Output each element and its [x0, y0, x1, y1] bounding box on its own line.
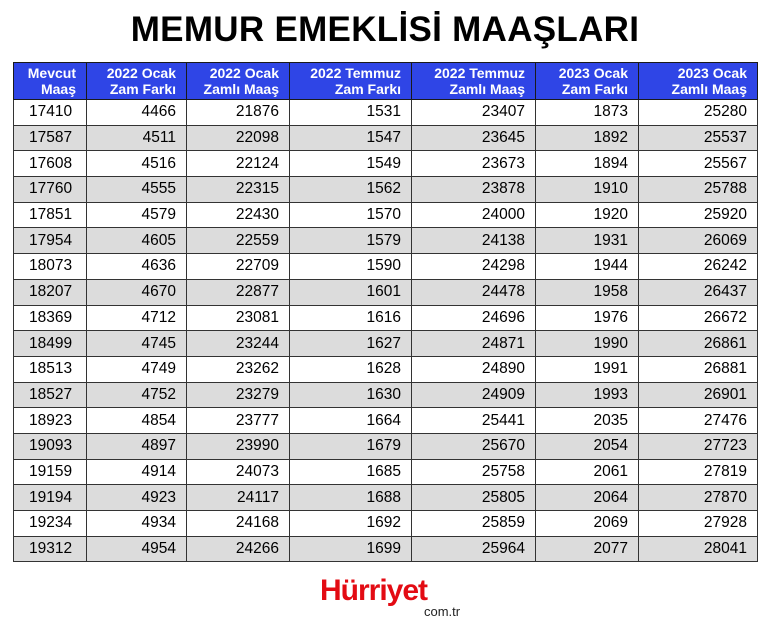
table-cell: 1562: [290, 177, 412, 203]
table-cell: 23878: [412, 177, 536, 203]
table-cell: 21876: [187, 100, 290, 126]
table-row: [14, 279, 758, 305]
table-cell: 4854: [87, 408, 187, 434]
table-cell: 2035: [536, 408, 639, 434]
column-header-line: Zamlı Maaş: [203, 81, 279, 97]
table-cell: 27870: [639, 485, 758, 511]
table-row: [14, 151, 758, 177]
table-cell: 1679: [290, 433, 412, 459]
table-cell: 25805: [412, 485, 536, 511]
table-cell: 23262: [187, 356, 290, 382]
table-cell: 18923: [14, 408, 87, 434]
table-cell: 1958: [536, 279, 639, 305]
table-cell: 1579: [290, 228, 412, 254]
column-header: [639, 63, 758, 100]
table-cell: 1688: [290, 485, 412, 511]
table-cell: 4954: [87, 536, 187, 562]
column-header-line: Zam Farkı: [109, 81, 176, 97]
table-cell: 27819: [639, 459, 758, 485]
table-cell: 19194: [14, 485, 87, 511]
table-cell: 4466: [87, 100, 187, 126]
table-cell: 23081: [187, 305, 290, 331]
table-cell: 2064: [536, 485, 639, 511]
table-cell: 4749: [87, 356, 187, 382]
table-cell: 26672: [639, 305, 758, 331]
table-cell: 23645: [412, 125, 536, 151]
table-row: [14, 100, 758, 126]
table-cell: 24266: [187, 536, 290, 562]
table-cell: 4914: [87, 459, 187, 485]
page-title: MEMUR EMEKLİSİ MAAŞLARI: [130, 10, 640, 49]
table-cell: 22877: [187, 279, 290, 305]
table-cell: 17587: [14, 125, 87, 151]
column-header-line: 2022 Temmuz: [434, 65, 525, 81]
table-row: [14, 536, 758, 562]
column-header-line: Zamlı Maaş: [671, 81, 747, 97]
column-header-line: Zam Farkı: [561, 81, 628, 97]
column-header-line: Mevcut: [27, 65, 76, 81]
table-cell: 4712: [87, 305, 187, 331]
table-cell: 17954: [14, 228, 87, 254]
table-cell: 26901: [639, 382, 758, 408]
table-cell: 4670: [87, 279, 187, 305]
table-cell: 26437: [639, 279, 758, 305]
table-cell: 1616: [290, 305, 412, 331]
salary-table-container: [13, 62, 758, 562]
logo-wordmark: Hürriyet: [320, 574, 428, 607]
table-row: [14, 382, 758, 408]
table-cell: 25537: [639, 125, 758, 151]
table-cell: 24478: [412, 279, 536, 305]
table-cell: 1590: [290, 254, 412, 280]
table-cell: 4923: [87, 485, 187, 511]
table-cell: 25758: [412, 459, 536, 485]
table-cell: 1549: [290, 151, 412, 177]
table-cell: 1601: [290, 279, 412, 305]
table-cell: 1944: [536, 254, 639, 280]
table-cell: 18073: [14, 254, 87, 280]
table-cell: 19093: [14, 433, 87, 459]
table-cell: 4752: [87, 382, 187, 408]
table-cell: 2077: [536, 536, 639, 562]
table-cell: 24000: [412, 202, 536, 228]
table-row: [14, 331, 758, 357]
table-cell: 23990: [187, 433, 290, 459]
table-cell: 17608: [14, 151, 87, 177]
table-cell: 24073: [187, 459, 290, 485]
table-cell: 26861: [639, 331, 758, 357]
table-cell: 22430: [187, 202, 290, 228]
table-cell: 1531: [290, 100, 412, 126]
table-cell: 18513: [14, 356, 87, 382]
table-cell: 24909: [412, 382, 536, 408]
column-header-line: 2022 Temmuz: [310, 65, 401, 81]
table-cell: 17410: [14, 100, 87, 126]
table-cell: 25964: [412, 536, 536, 562]
table-cell: 22315: [187, 177, 290, 203]
table-cell: 2061: [536, 459, 639, 485]
table-cell: 27723: [639, 433, 758, 459]
table-cell: 4579: [87, 202, 187, 228]
table-cell: 24696: [412, 305, 536, 331]
table-cell: 1892: [536, 125, 639, 151]
table-cell: 23777: [187, 408, 290, 434]
table-cell: 19234: [14, 511, 87, 537]
column-header-line: Maaş: [40, 81, 76, 97]
table-cell: 24117: [187, 485, 290, 511]
table-cell: 23673: [412, 151, 536, 177]
table-body: [14, 100, 758, 562]
table-cell: 1894: [536, 151, 639, 177]
table-cell: 18527: [14, 382, 87, 408]
table-cell: 27476: [639, 408, 758, 434]
table-cell: 24871: [412, 331, 536, 357]
logo-domain: com.tr: [424, 604, 461, 619]
table-cell: 22124: [187, 151, 290, 177]
table-cell: 22559: [187, 228, 290, 254]
table-cell: 4511: [87, 125, 187, 151]
table-cell: 25788: [639, 177, 758, 203]
table-cell: 17760: [14, 177, 87, 203]
table-cell: 1931: [536, 228, 639, 254]
table-cell: 4516: [87, 151, 187, 177]
table-cell: 24298: [412, 254, 536, 280]
table-cell: 1692: [290, 511, 412, 537]
column-header: [536, 63, 639, 100]
table-cell: 19312: [14, 536, 87, 562]
table-row: [14, 305, 758, 331]
table-row: [14, 177, 758, 203]
table-cell: 25567: [639, 151, 758, 177]
column-header: [290, 63, 412, 100]
table-cell: 1685: [290, 459, 412, 485]
table-row: [14, 511, 758, 537]
table-cell: 26881: [639, 356, 758, 382]
table-cell: 1664: [290, 408, 412, 434]
column-header: [87, 63, 187, 100]
table-cell: 1990: [536, 331, 639, 357]
table-cell: 22098: [187, 125, 290, 151]
table-cell: 19159: [14, 459, 87, 485]
table-row: [14, 408, 758, 434]
table-cell: 1547: [290, 125, 412, 151]
table-row: [14, 485, 758, 511]
column-header-line: 2023 Ocak: [677, 65, 747, 81]
table-cell: 4605: [87, 228, 187, 254]
table-row: [14, 356, 758, 382]
table-row: [14, 228, 758, 254]
table-cell: 25670: [412, 433, 536, 459]
hurriyet-logo: [320, 574, 460, 622]
table-cell: 1570: [290, 202, 412, 228]
table-cell: 23407: [412, 100, 536, 126]
table-cell: 1628: [290, 356, 412, 382]
table-row: [14, 433, 758, 459]
table-row: [14, 202, 758, 228]
table-cell: 25441: [412, 408, 536, 434]
table-cell: 4555: [87, 177, 187, 203]
table-cell: 1910: [536, 177, 639, 203]
table-cell: 25859: [412, 511, 536, 537]
table-cell: 2054: [536, 433, 639, 459]
table-cell: 4745: [87, 331, 187, 357]
column-header: [187, 63, 290, 100]
table-cell: 1627: [290, 331, 412, 357]
table-cell: 24168: [187, 511, 290, 537]
table-cell: 26242: [639, 254, 758, 280]
table-cell: 27928: [639, 511, 758, 537]
table-cell: 1991: [536, 356, 639, 382]
table-cell: 1699: [290, 536, 412, 562]
table-cell: 1993: [536, 382, 639, 408]
table-row: [14, 254, 758, 280]
table-cell: 18499: [14, 331, 87, 357]
table-cell: 24138: [412, 228, 536, 254]
column-header-line: Zamlı Maaş: [449, 81, 525, 97]
table-cell: 25280: [639, 100, 758, 126]
table-cell: 1920: [536, 202, 639, 228]
table-cell: 1976: [536, 305, 639, 331]
table-cell: 17851: [14, 202, 87, 228]
table-cell: 23244: [187, 331, 290, 357]
table-cell: 28041: [639, 536, 758, 562]
table-cell: 26069: [639, 228, 758, 254]
column-header-line: Zam Farkı: [334, 81, 401, 97]
table-header-row: [14, 63, 758, 100]
table-cell: 23279: [187, 382, 290, 408]
table-cell: 18207: [14, 279, 87, 305]
column-header-line: 2023 Ocak: [558, 65, 628, 81]
table-cell: 4934: [87, 511, 187, 537]
table-cell: 18369: [14, 305, 87, 331]
column-header-line: 2022 Ocak: [106, 65, 176, 81]
table-cell: 4897: [87, 433, 187, 459]
column-header-line: 2022 Ocak: [209, 65, 279, 81]
table-row: [14, 125, 758, 151]
table-cell: 22709: [187, 254, 290, 280]
table-cell: 4636: [87, 254, 187, 280]
column-header: [14, 63, 87, 100]
column-header: [412, 63, 536, 100]
table-cell: 1873: [536, 100, 639, 126]
salary-table: [13, 62, 758, 562]
table-cell: 24890: [412, 356, 536, 382]
table-cell: 25920: [639, 202, 758, 228]
table-cell: 1630: [290, 382, 412, 408]
table-row: [14, 459, 758, 485]
table-cell: 2069: [536, 511, 639, 537]
